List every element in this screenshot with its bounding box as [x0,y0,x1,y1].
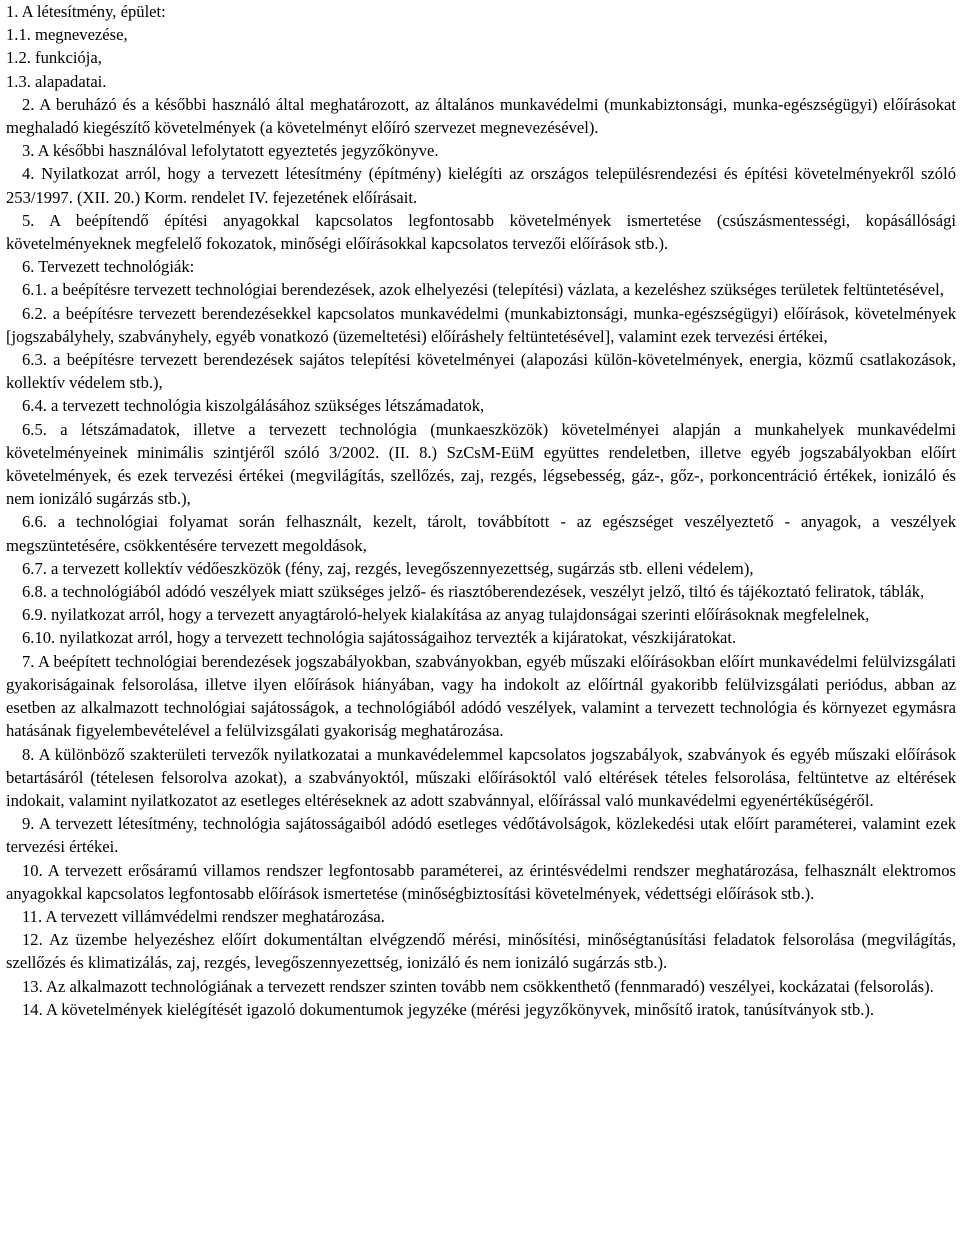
paragraph-6-3: 6.3. a beépítésre tervezett berendezések sajátos telepítési követelményei (alapozási külön-követelmények, energia, közmű csatlakozások, kollektív védelem stb.), [6,350,956,393]
paragraph-11: 11. A tervezett villámvédelmi rendszer meghatározása. [22,906,385,926]
paragraph-4: 4. Nyilatkozat arról, hogy a tervezett létesítmény (építmény) kielégíti az országos településrendezési és építési követelményekről szóló 253/1997. (XII. 20.) Korm. rendelet IV. fejezetének előírásait. [6,164,956,207]
paragraph-6-10: 6.10. nyilatkozat arról, hogy a tervezett technológia sajátosságaihoz tervezték a kijáratokat, vészkijáratokat. [22,628,737,648]
paragraph-14: 14. A követelmények kielégítését igazoló dokumentumok jegyzéke (mérési jegyzőkönyvek, minősítő iratok, tanúsítványok stb.). [22,999,875,1019]
paragraph-6: 6. Tervezett technológiák: [22,257,195,277]
paragraph-1: 1. A létesítmény, épület: [6,2,166,21]
paragraph-2: 2. A beruházó és a későbbi használó által meghatározott, az általános munkavédelmi (munkabiztonsági, munka-egészségügyi) előírásokat meghaladó kiegészítő követelmények (a követelményt előíró szervezet megnevezésével). [6,94,956,138]
paragraph-1-1: 1.1. megnevezése, [6,25,128,45]
paragraph-6-5: 6.5. a létszámadatok, illetve a tervezett technológia (munkaeszközök) követelményei alapján a munkahelyek munkavédelmi követelményeinek minimális szintjéről szóló 3/2002. (II. 8.) SzCsM-EüM együttes rendeletben, illetve egyéb jogszabályokban előírt követelmények, és ezek tervezési értékei (megvilágítás, szellőzés, zaj, rezgés, légsebesség, gáz-, gőz-, porkoncentráció értékek, ionizáló és nem ionizáló sugárzás stb.), [6,419,956,509]
paragraph-8: 8. A különböző szakterületi tervezők nyilatkozatai a munkavédelemmel kapcsolatos jogszabályok, szabványok és egyéb műszaki előírások betartásáról (tételesen felsorolva azokat), a szabványoktól, műszaki előírásoktól való eltérések tételes felsorolása, feltüntetve az eltérések indokait, valamint nyilatkozatot az esetleges eltéréseknek az adott szabvánnyal, előírással való munkavédelmi egyenértékűségéről. [6,744,956,810]
paragraph-9: 9. A tervezett létesítmény, technológia sajátosságaiból adódó esetleges védőtávolságok, közlekedési utak előírt paraméterei, valamint ezek tervezési értékei. [6,814,956,857]
paragraph-7: 7. A beépített technológiai berendezések jogszabályokban, szabványokban, egyéb műszaki előírásokban előírt munkavédelmi felülvizsgálati gyakoriságainak felsorolása, illetve ilyen előírások hiányában, vagy ha indokolt az előírtnál gyakoribb felülvizsgálati periódus, abban az esetben az alkalmazott technológiai sajátosságok, a technológiából adódó veszélyek, valamint a tervezett technológia és környezet egymásra hatásának figyelembevételével a felülvizsgálati gyakoriság meghatározása. [6,651,956,741]
paragraph-1-2: 1.2. funkciója, [6,48,102,68]
paragraph-12: 12. Az üzembe helyezéshez előírt dokumentáltan elvégzendő mérési, minősítési, minőségtanúsítási feladatok felsorolása (megvilágítás, szellőzés és klimatizálás, zaj, rezgés, levegőszennyezettség, ionizáló és nem ionizáló sugárzás stb.). [6,930,956,973]
paragraph-6-1: 6.1. a beépítésre tervezett technológiai berendezések, azok elhelyezési (telepítési) vázlata, a kezeléshez szükséges területek feltüntetésével, [22,280,944,300]
paragraph-6-8: 6.8. a technológiából adódó veszélyek miatt szükséges jelző- és riasztóberendezések, veszélyt jelző, tiltó és tájékoztató feliratok, táblák, [22,582,925,602]
paragraph-5: 5. A beépítendő építési anyagokkal kapcsolatos legfontosabb követelmények ismertetése (csúszásmentességi, kopásállósági követelményeknek megfelelő fokozatok, minőségi előírásokkal kapcsolatos tervezői előírások stb.). [6,210,956,254]
paragraph-6-2: 6.2. a beépítésre tervezett berendezésekkel kapcsolatos munkavédelmi (munkabiztonsági, munka-egészségügyi) előírások, követelmények [jogszabályhely, szabványhely, egyéb vonatkozó (üzemeltetési) előíráshely feltüntetésével], valamint ezek tervezési értékei, [6,303,956,346]
paragraph-6-9: 6.9. nyilatkozat arról, hogy a tervezett anyagtároló-helyek kialakítása az anyag tulajdonságai szerinti előírásoknak megfelelnek, [22,605,870,625]
paragraph-6-4: 6.4. a tervezett technológia kiszolgálásához szükséges létszámadatok, [22,396,485,416]
paragraph-6-6: 6.6. a technológiai folyamat során felhasznált, kezelt, tárolt, továbbított - az egészséget veszélyeztető - anyagok, a veszélyek megszüntetésére, csökkentésére tervezett megoldások, [6,512,956,555]
paragraph-1-3: 1.3. alapadatai. [6,71,107,91]
paragraph-3: 3. A későbbi használóval lefolytatott egyeztetés jegyzőkönyve. [22,141,439,161]
paragraph-6-7: 6.7. a tervezett kollektív védőeszközök (fény, zaj, rezgés, levegőszennyezettség, sugárzás stb. elleni védelem), [22,558,754,578]
paragraph-13: 13. Az alkalmazott technológiának a tervezett rendszer szinten tovább nem csökkenthető (fennmaradó) veszélyei, kockázatai (felsorolás). [22,976,934,996]
paragraph-10: 10. A tervezett erősáramú villamos rendszer legfontosabb paraméterei, az érintésvédelmi rendszer meghatározása, felhasznált elektromos anyagokkal kapcsolatos legfontosabb előírások ismertetése (minőségbiztosítási követelmények, védettségi előírások stb.). [6,860,956,903]
